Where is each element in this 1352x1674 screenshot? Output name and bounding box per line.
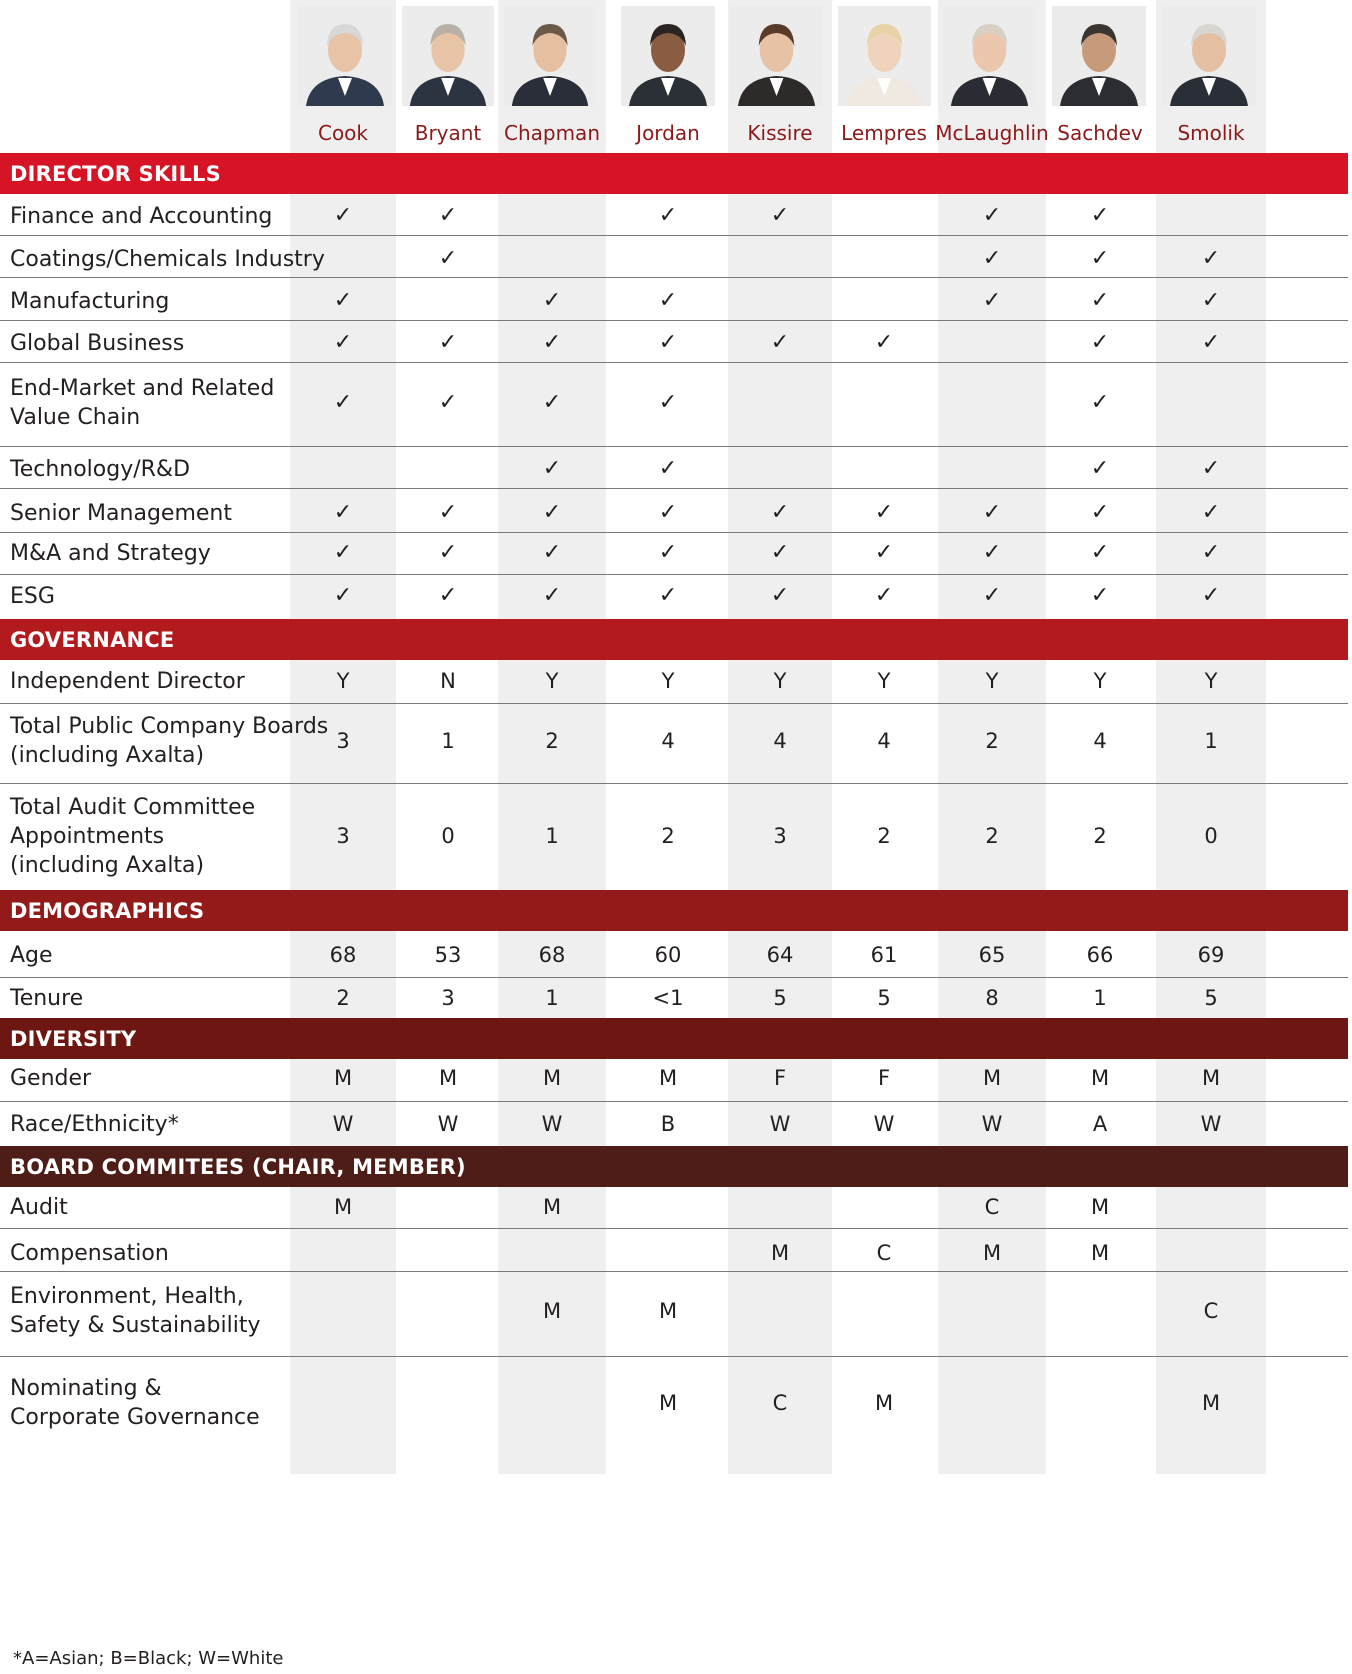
- matrix-cell: 64: [766, 943, 794, 967]
- matrix-cell: C: [984, 1195, 1000, 1219]
- matrix-cell: M: [982, 1066, 1002, 1090]
- row-divider: [0, 320, 1348, 321]
- row-label: End-Market and Related Value Chain: [10, 376, 275, 430]
- matrix-cell: ✓: [542, 330, 562, 355]
- row-label: Technology/R&D: [10, 456, 191, 482]
- matrix-cell: ✓: [770, 330, 790, 355]
- matrix-cell: B: [660, 1112, 676, 1136]
- matrix-cell: C: [772, 1391, 788, 1415]
- matrix-cell: Y: [773, 669, 787, 693]
- section-header: DEMOGRAPHICS: [0, 890, 1348, 931]
- matrix-cell: ✓: [438, 500, 458, 525]
- matrix-cell: M: [542, 1195, 562, 1219]
- matrix-cell: 2: [985, 824, 999, 848]
- matrix-cell: ✓: [770, 583, 790, 608]
- matrix-cell: M: [874, 1391, 894, 1415]
- matrix-cell: Y: [661, 669, 675, 693]
- matrix-cell: ✓: [1090, 500, 1110, 525]
- row-divider: [0, 1271, 1348, 1272]
- matrix-cell: ✓: [333, 288, 353, 313]
- matrix-cell: 2: [877, 824, 891, 848]
- row-label: Audit: [10, 1194, 68, 1220]
- section-header: DIVERSITY: [0, 1018, 1348, 1059]
- matrix-cell: ✓: [1201, 246, 1221, 271]
- matrix-cell: 3: [336, 824, 350, 848]
- matrix-cell: Y: [336, 669, 350, 693]
- matrix-cell: ✓: [1201, 540, 1221, 565]
- director-photo-chapman: [504, 6, 596, 106]
- matrix-cell: ✓: [1090, 330, 1110, 355]
- matrix-cell: W: [769, 1112, 791, 1136]
- matrix-cell: ✓: [438, 246, 458, 271]
- row-label: Finance and Accounting: [10, 203, 273, 229]
- matrix-cell: Y: [1204, 669, 1218, 693]
- matrix-cell: ✓: [658, 330, 678, 355]
- matrix-cell: M: [333, 1066, 353, 1090]
- matrix-cell: 0: [441, 824, 455, 848]
- director-photo-mclaughlin: [943, 6, 1036, 106]
- matrix-cell: 53: [434, 943, 462, 967]
- row-label: Coatings/Chemicals Industry: [10, 246, 325, 272]
- section-header: DIRECTOR SKILLS: [0, 153, 1348, 194]
- matrix-cell: Y: [877, 669, 891, 693]
- matrix-cell: 0: [1204, 824, 1218, 848]
- matrix-cell: M: [1090, 1195, 1110, 1219]
- matrix-cell: 61: [870, 943, 898, 967]
- director-name: Bryant: [414, 121, 482, 145]
- matrix-cell: ✓: [1201, 330, 1221, 355]
- matrix-cell: ✓: [1090, 203, 1110, 228]
- director-photo-lempres: [838, 6, 931, 106]
- matrix-cell: 2: [1093, 824, 1107, 848]
- section-header: GOVERNANCE: [0, 619, 1348, 660]
- row-label: Manufacturing: [10, 288, 170, 314]
- director-photo-smolik: [1162, 6, 1256, 106]
- matrix-cell: ✓: [658, 203, 678, 228]
- matrix-cell: 5: [877, 986, 891, 1010]
- matrix-cell: M: [770, 1241, 790, 1265]
- matrix-cell: 60: [654, 943, 682, 967]
- matrix-cell: M: [542, 1299, 562, 1323]
- row-divider: [0, 1228, 1348, 1229]
- matrix-cell: ✓: [333, 583, 353, 608]
- matrix-cell: 68: [538, 943, 566, 967]
- matrix-cell: 4: [661, 729, 675, 753]
- matrix-cell: M: [438, 1066, 458, 1090]
- matrix-cell: ✓: [770, 540, 790, 565]
- matrix-cell: 1: [441, 729, 455, 753]
- matrix-cell: 2: [661, 824, 675, 848]
- matrix-cell: 1: [545, 986, 559, 1010]
- row-label: Independent Director: [10, 668, 245, 694]
- matrix-cell: ✓: [1201, 583, 1221, 608]
- row-divider: [0, 977, 1348, 978]
- matrix-cell: 4: [1093, 729, 1107, 753]
- matrix-cell: ✓: [874, 583, 894, 608]
- row-label: Race/Ethnicity*: [10, 1111, 179, 1137]
- matrix-cell: ✓: [542, 500, 562, 525]
- row-divider: [0, 362, 1348, 363]
- matrix-cell: ✓: [542, 390, 562, 415]
- matrix-cell: M: [1201, 1391, 1221, 1415]
- row-divider: [0, 532, 1348, 533]
- director-photo-bryant: [402, 6, 494, 106]
- matrix-cell: ✓: [333, 390, 353, 415]
- matrix-cell: 3: [336, 729, 350, 753]
- matrix-cell: 69: [1197, 943, 1225, 967]
- matrix-cell: 2: [545, 729, 559, 753]
- row-divider: [0, 446, 1348, 447]
- matrix-cell: ✓: [542, 288, 562, 313]
- matrix-cell: 1: [545, 824, 559, 848]
- row-divider: [0, 783, 1348, 784]
- matrix-cell: W: [437, 1112, 459, 1136]
- matrix-cell: ✓: [1090, 583, 1110, 608]
- matrix-cell: M: [658, 1066, 678, 1090]
- director-photo-sachdev: [1052, 6, 1146, 106]
- row-divider: [0, 1101, 1348, 1102]
- matrix-cell: ✓: [542, 456, 562, 481]
- matrix-cell: ✓: [438, 330, 458, 355]
- row-label: ESG: [10, 583, 55, 609]
- matrix-cell: M: [658, 1299, 678, 1323]
- matrix-cell: 2: [985, 729, 999, 753]
- matrix-cell: 4: [877, 729, 891, 753]
- matrix-cell: M: [333, 1195, 353, 1219]
- director-name: Cook: [317, 121, 369, 145]
- row-divider: [0, 277, 1348, 278]
- matrix-cell: W: [332, 1112, 354, 1136]
- director-photo-jordan: [621, 6, 715, 106]
- matrix-cell: ✓: [438, 583, 458, 608]
- matrix-cell: ✓: [982, 540, 1002, 565]
- matrix-cell: 5: [773, 986, 787, 1010]
- matrix-cell: 5: [1204, 986, 1218, 1010]
- row-label: Nominating & Corporate Governance: [10, 1376, 260, 1430]
- matrix-cell: 1: [1093, 986, 1107, 1010]
- matrix-cell: ✓: [982, 288, 1002, 313]
- matrix-cell: M: [1201, 1066, 1221, 1090]
- matrix-cell: 8: [985, 986, 999, 1010]
- matrix-cell: N: [440, 669, 456, 693]
- matrix-cell: 66: [1086, 943, 1114, 967]
- matrix-cell: ✓: [658, 540, 678, 565]
- row-label: Age: [10, 942, 53, 968]
- matrix-cell: ✓: [1201, 288, 1221, 313]
- matrix-cell: W: [541, 1112, 563, 1136]
- director-name: McLaughlin: [935, 121, 1049, 145]
- matrix-cell: ✓: [658, 500, 678, 525]
- matrix-cell: ✓: [658, 456, 678, 481]
- director-name: Sachdev: [1057, 121, 1143, 145]
- matrix-cell: W: [1200, 1112, 1222, 1136]
- section-header: BOARD COMMITEES (CHAIR, MEMBER): [0, 1146, 1348, 1187]
- director-name: Jordan: [636, 121, 700, 145]
- matrix-cell: ✓: [770, 203, 790, 228]
- matrix-cell: W: [981, 1112, 1003, 1136]
- footnote: *A=Asian; B=Black; W=White: [13, 1648, 284, 1669]
- matrix-cell: Y: [1093, 669, 1107, 693]
- matrix-cell: ✓: [1090, 456, 1110, 481]
- matrix-cell: 65: [978, 943, 1006, 967]
- director-photo-cook: [298, 6, 392, 106]
- row-label: Senior Management: [10, 500, 232, 526]
- matrix-cell: F: [773, 1066, 787, 1090]
- matrix-cell: ✓: [982, 246, 1002, 271]
- matrix-cell: M: [542, 1066, 562, 1090]
- matrix-cell: ✓: [438, 390, 458, 415]
- matrix-cell: ✓: [333, 330, 353, 355]
- matrix-cell: 3: [441, 986, 455, 1010]
- matrix-cell: ✓: [1090, 288, 1110, 313]
- matrix-cell: 68: [329, 943, 357, 967]
- row-label: Gender: [10, 1065, 92, 1091]
- matrix-cell: A: [1092, 1112, 1108, 1136]
- row-divider: [0, 488, 1348, 489]
- matrix-cell: ✓: [658, 583, 678, 608]
- matrix-cell: 1: [1204, 729, 1218, 753]
- matrix-cell: ✓: [542, 583, 562, 608]
- matrix-cell: ✓: [1201, 500, 1221, 525]
- director-name: Smolik: [1177, 121, 1245, 145]
- matrix-cell: ✓: [982, 203, 1002, 228]
- matrix-cell: 2: [336, 986, 350, 1010]
- matrix-cell: M: [1090, 1066, 1110, 1090]
- matrix-cell: ✓: [438, 540, 458, 565]
- matrix-cell: ✓: [333, 500, 353, 525]
- row-divider: [0, 703, 1348, 704]
- matrix-cell: ✓: [333, 203, 353, 228]
- row-label: Total Public Company Boards (including Axalta): [10, 714, 329, 768]
- row-divider: [0, 1356, 1348, 1357]
- matrix-cell: ✓: [874, 330, 894, 355]
- director-name: Lempres: [841, 121, 927, 145]
- matrix-cell: M: [1090, 1241, 1110, 1265]
- matrix-cell: 4: [773, 729, 787, 753]
- matrix-cell: ✓: [1090, 246, 1110, 271]
- matrix-cell: M: [982, 1241, 1002, 1265]
- row-divider: [0, 235, 1348, 236]
- row-label: Compensation: [10, 1240, 169, 1266]
- director-name: Chapman: [503, 121, 600, 145]
- matrix-cell: Y: [985, 669, 999, 693]
- matrix-cell: ✓: [874, 540, 894, 565]
- matrix-cell: ✓: [658, 390, 678, 415]
- matrix-cell: ✓: [982, 583, 1002, 608]
- row-label: M&A and Strategy: [10, 540, 211, 566]
- matrix-cell: C: [876, 1241, 892, 1265]
- matrix-cell: M: [658, 1391, 678, 1415]
- matrix-cell: Y: [545, 669, 559, 693]
- matrix-cell: ✓: [438, 203, 458, 228]
- matrix-cell: W: [873, 1112, 895, 1136]
- matrix-cell: ✓: [770, 500, 790, 525]
- row-label: Tenure: [10, 985, 84, 1011]
- matrix-cell: ✓: [874, 500, 894, 525]
- row-label: Environment, Health, Safety & Sustainability: [10, 1284, 261, 1338]
- row-label: Global Business: [10, 330, 185, 356]
- matrix-cell: ✓: [1090, 540, 1110, 565]
- matrix-cell: F: [877, 1066, 891, 1090]
- matrix-cell: ✓: [542, 540, 562, 565]
- matrix-cell: C: [1203, 1299, 1219, 1323]
- matrix-cell: ✓: [982, 500, 1002, 525]
- director-name: Kissire: [747, 121, 813, 145]
- row-label: Total Audit Committee Appointments (including Axalta): [10, 794, 256, 878]
- matrix-cell: ✓: [1090, 390, 1110, 415]
- row-divider: [0, 574, 1348, 575]
- matrix-cell: ✓: [658, 288, 678, 313]
- matrix-cell: ✓: [1201, 456, 1221, 481]
- matrix-cell: ✓: [333, 540, 353, 565]
- matrix-cell: <1: [652, 986, 684, 1010]
- matrix-cell: 3: [773, 824, 787, 848]
- director-photo-kissire: [730, 6, 823, 106]
